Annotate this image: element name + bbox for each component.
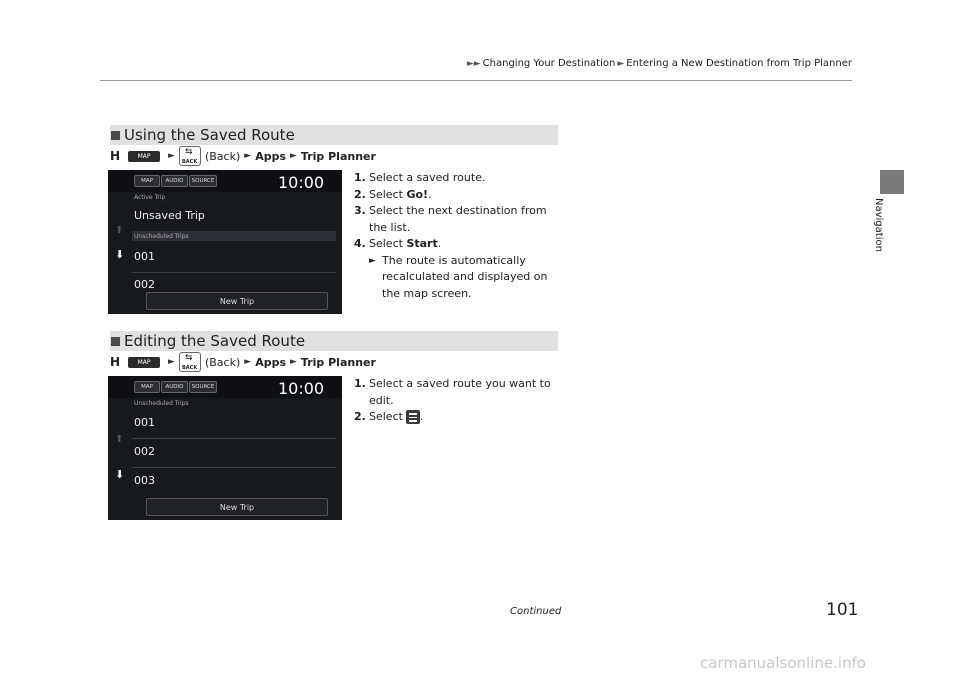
arrow-icon: ►: [168, 357, 175, 367]
arrow-icon: ►: [244, 151, 252, 161]
scroll-down-icon[interactable]: ⬇: [115, 468, 125, 481]
arrow-icon: ►: [369, 255, 376, 266]
trip-item-002[interactable]: 002: [134, 278, 155, 291]
scroll-up-icon[interactable]: ⬆: [115, 225, 124, 236]
list-divider: [132, 467, 336, 468]
trip-item-001[interactable]: 001: [134, 416, 155, 429]
screen-map-button[interactable]: MAP: [134, 175, 160, 187]
trip-planner-screen: [108, 170, 342, 314]
active-trip-header: Active Trip: [134, 194, 166, 201]
page-number: 101: [826, 600, 859, 620]
header-divider: [100, 80, 852, 81]
unsaved-trip-item[interactable]: Unsaved Trip: [134, 209, 205, 222]
section-title: Editing the Saved Route: [124, 332, 306, 350]
screen-audio-button[interactable]: AUDIO: [161, 381, 188, 393]
trip-planner-label: Trip Planner: [300, 149, 376, 163]
step-2: 2. Select Go!.: [354, 187, 432, 201]
procedure-path: [110, 352, 376, 372]
new-trip-button[interactable]: New Trip: [146, 292, 328, 310]
unscheduled-trips-header: Unscheduled Trips: [134, 400, 189, 407]
arrow-icon: ►►: [466, 59, 481, 69]
trip-planner-label: Trip Planner: [300, 355, 376, 369]
chapter-tab-marker: [880, 170, 904, 194]
back-button-icon: ⇆ BACK: [179, 352, 201, 372]
list-divider: [132, 272, 336, 273]
chapter-label-text: Navigation: [873, 198, 884, 252]
breadcrumb-part-1: Changing Your Destination: [482, 58, 616, 69]
unscheduled-trips-header: Unscheduled Trips: [134, 233, 189, 240]
new-trip-button[interactable]: New Trip: [146, 498, 328, 516]
square-bullet-icon: [111, 131, 120, 140]
breadcrumb: [465, 58, 852, 69]
step-4-result: ► The route is automatically recalculated and displayed on the map screen.: [369, 253, 564, 303]
screen-map-button[interactable]: MAP: [134, 381, 160, 393]
list-divider: [132, 438, 336, 439]
arrow-icon: ►: [290, 357, 297, 367]
trip-item-003[interactable]: 003: [134, 474, 155, 487]
arrow-icon: ►: [617, 59, 625, 69]
apps-label: Apps: [255, 149, 286, 163]
back-button-icon: ⇆ BACK: [179, 146, 201, 166]
breadcrumb-part-2: Entering a New Destination from Trip Planner: [626, 58, 852, 69]
screen-clock: 10:00: [278, 379, 325, 398]
section-heading: [110, 125, 558, 145]
trip-item-002[interactable]: 002: [134, 445, 155, 458]
screen-audio-button[interactable]: AUDIO: [161, 175, 188, 187]
screen-clock: 10:00: [278, 173, 325, 192]
back-text: (Back): [204, 149, 241, 163]
menu-icon: [406, 410, 420, 424]
map-button-icon: MAP: [128, 357, 160, 368]
back-arrow-icon: ⇆: [184, 147, 193, 157]
trip-planner-screen: [108, 376, 342, 520]
scroll-down-icon[interactable]: ⬇: [115, 248, 125, 261]
back-text: (Back): [204, 355, 241, 369]
square-bullet-icon: [111, 337, 120, 346]
back-arrow-icon: ⇆: [184, 353, 193, 363]
trip-item-001[interactable]: 001: [134, 250, 155, 263]
map-button-icon: MAP: [128, 151, 160, 162]
home-icon: H: [110, 149, 121, 163]
step-3: 3. Select the next destination from the list.: [354, 204, 547, 234]
apps-label: Apps: [255, 355, 286, 369]
steps-list: [354, 170, 564, 302]
screen-source-button[interactable]: SOURCE: [189, 381, 217, 393]
step-1: 1. Select a saved route you want to edit.: [354, 377, 551, 407]
scroll-up-icon[interactable]: ⬆: [115, 434, 124, 445]
watermark: carmanualsonline.info: [700, 654, 866, 672]
continued-label: Continued: [510, 606, 562, 617]
step-2: 2. Select .: [354, 410, 424, 423]
arrow-icon: ►: [244, 357, 252, 367]
steps-list: [354, 376, 564, 426]
screen-source-button[interactable]: SOURCE: [189, 175, 217, 187]
step-4: 4. Select Start.: [354, 237, 442, 250]
chapter-label: [870, 198, 886, 268]
home-icon: H: [110, 355, 121, 369]
arrow-icon: ►: [168, 151, 175, 161]
section-title: Using the Saved Route: [124, 126, 295, 144]
step-1: 1. Select a saved route.: [354, 171, 486, 184]
arrow-icon: ►: [290, 151, 297, 161]
procedure-path: [110, 146, 376, 166]
section-heading: [110, 331, 558, 351]
